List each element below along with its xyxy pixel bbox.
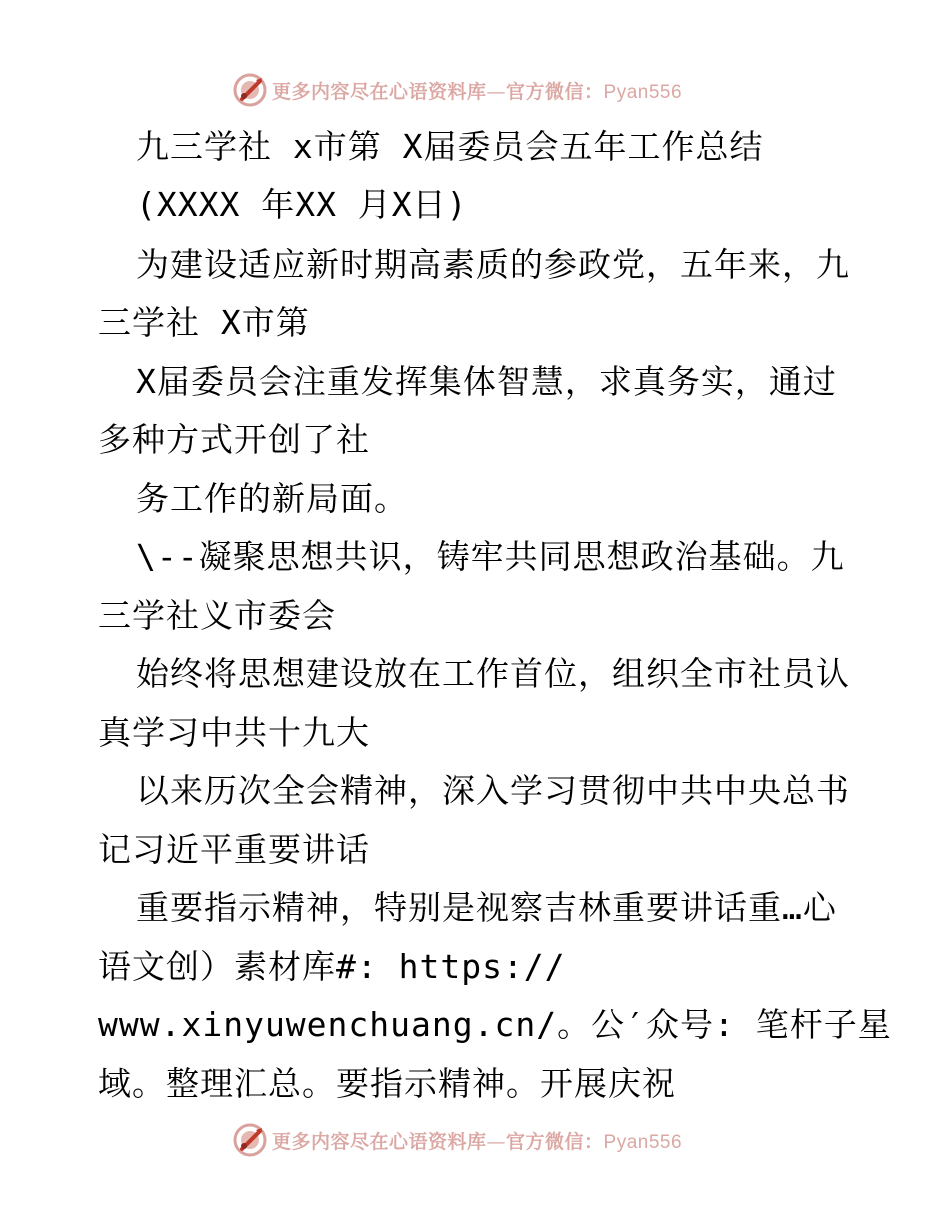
- footer-wechat-id: Pyan556: [603, 1131, 683, 1153]
- footer-banner-text: [272, 1127, 682, 1154]
- header-site-text: 更多内容尽在心语资料库: [272, 80, 487, 103]
- footer-site-text: 更多内容尽在心语资料库: [272, 1130, 487, 1153]
- paragraph-line: 三学社义市委会: [98, 596, 336, 635]
- paragraph-line: 语文创）素材库#: https://: [98, 947, 566, 986]
- footer-watermark-banner: [232, 1120, 752, 1160]
- paragraph-line: \--凝聚思想共识，铸牢共同思想政治基础。九: [136, 537, 845, 576]
- footer-separator: —: [486, 1130, 507, 1153]
- header-separator: —: [486, 80, 507, 103]
- paragraph-line: 重要指示精神，特别是视察吉林重要讲话重…心: [136, 888, 837, 927]
- document-title: 九三学社 x市第 X届委员会五年工作总结: [136, 127, 764, 166]
- paragraph-line: 多种方式开创了社: [98, 420, 370, 459]
- paragraph-line: 始终将思想建设放在工作首位，组织全市社员认: [136, 654, 850, 693]
- paragraph-line: 务工作的新局面。: [136, 479, 408, 518]
- paragraph-line: X届委员会注重发挥集体智慧，求真务实，通过: [136, 362, 837, 401]
- header-wechat-id: Pyan556: [603, 81, 683, 103]
- paragraph-line: 域。整理汇总。要指示精神。开展庆祝: [98, 1064, 676, 1103]
- paragraph-line: 为建设适应新时期高素质的参政党，五年来，九: [136, 245, 850, 284]
- paragraph-line: 以来历次全会精神，深入学习贯彻中共中央总书: [136, 771, 850, 810]
- document-date: (XXXX 年XX 月X日): [136, 185, 468, 224]
- xinyu-logo-icon: [232, 1122, 268, 1158]
- paragraph-line: 记习近平重要讲话: [98, 830, 370, 869]
- paragraph-line: www.xinyuwenchuang.cn/。公′众号: 笔杆子星: [98, 1005, 892, 1044]
- paragraph-line: 三学社 X市第: [98, 303, 310, 342]
- footer-wechat-label: 官方微信：: [506, 1130, 604, 1153]
- paragraph-line: 真学习中共十九大: [98, 713, 370, 752]
- header-wechat-label: 官方微信：: [506, 80, 604, 103]
